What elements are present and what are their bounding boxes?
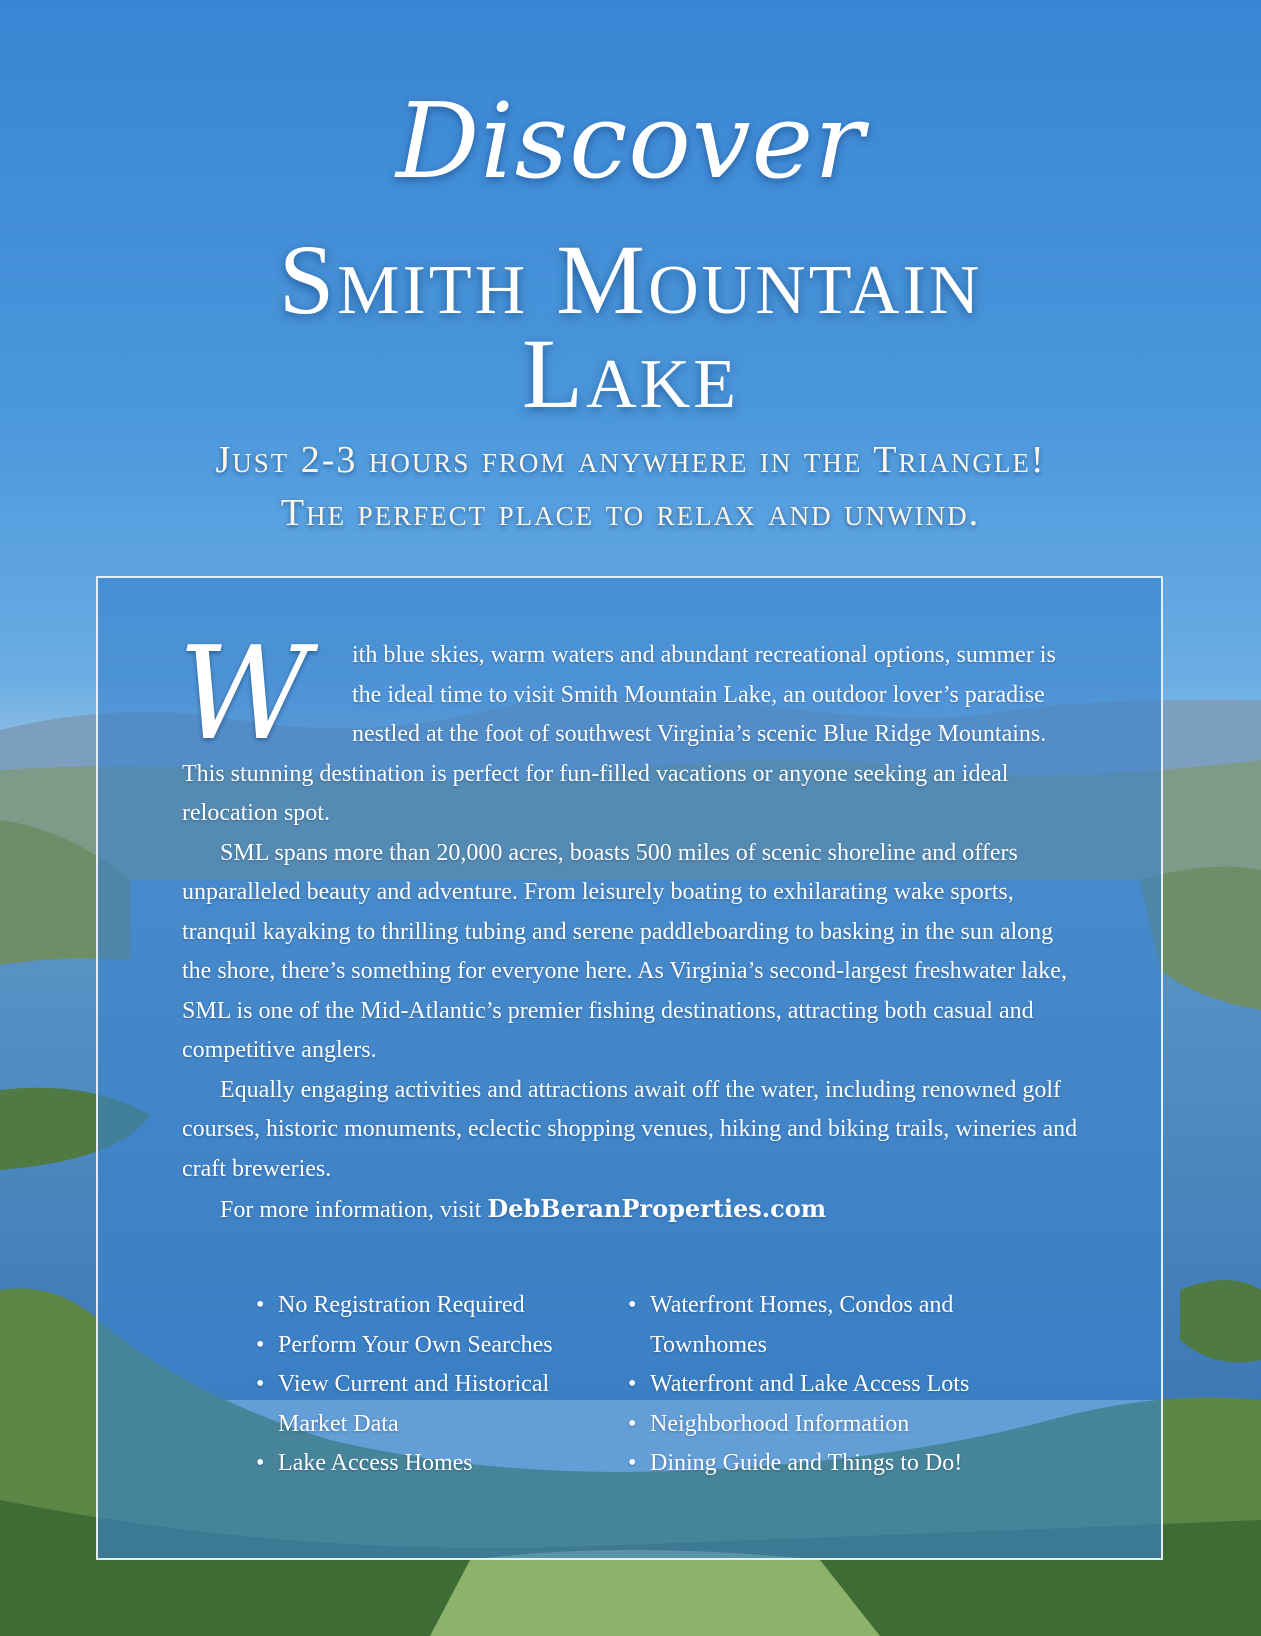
green-field	[430, 1550, 880, 1636]
list-item: • Lake Access Homes	[256, 1444, 616, 1484]
discover-script-heading: Discover	[396, 80, 865, 202]
list-item: • Dining Guide and Things to Do!	[628, 1444, 1058, 1484]
list-item: • Neighborhood Information	[628, 1405, 1058, 1445]
paragraph-intro	[178, 620, 1082, 834]
more-info-prefix: For more information, visit	[220, 1197, 488, 1223]
features-list-right	[628, 1286, 1058, 1484]
features-list-left	[256, 1286, 616, 1484]
paragraph-lake-activities: SML spans more than 20,000 acres, boasts 500 miles of scenic shoreline and offers unparalleled beauty and adventure. From leisurely boating to exhilarating wake sports, tranquil kayaking to thrilling tubing and serene paddleboarding to basking in the sun along the shore, there’s something for everyone here. As Virginia’s second-largest freshwater lake, SML is one of the Mid-Atlantic’s premier fishing destinations, attracting both casual and competitive anglers.	[182, 839, 1067, 1063]
title-smith-mountain: Smith Mountain	[278, 224, 983, 335]
paragraph-intro-text: ith blue skies, warm waters and abundant recreational options, summer is the ideal time to visit Smith Mountain Lake, an outdoor lover’s paradise nestled at the foot of southwest Virginia’s scenic Blue Ridge Mountains. This stunning destination is perfect for fun-filled vacations or anyone seeking an ideal relocation spot.	[182, 642, 1056, 826]
list-item: • No Registration Required	[256, 1286, 616, 1326]
more-info-line	[182, 1189, 1082, 1231]
paragraph-off-water: Equally engaging activities and attractions await off the water, including renowned golf courses, historic monuments, eclectic shopping venues, hiking and biking trails, wineries and craft breweries.	[182, 1076, 1078, 1182]
tagline-line-2: The perfect place to relax and unwind.	[280, 492, 981, 534]
tagline-line-1: Just 2-3 hours from anywhere in the Triangle!	[215, 439, 1046, 481]
article-body	[178, 620, 1082, 1231]
list-item: • Waterfront and Lake Access Lots	[628, 1365, 1058, 1405]
drop-cap: W	[178, 620, 310, 769]
info-panel	[96, 576, 1163, 1560]
title-lake: Lake	[522, 318, 739, 429]
list-item: • View Current and Historical Market Data	[256, 1365, 616, 1444]
list-item: • Perform Your Own Searches	[256, 1326, 616, 1366]
website-link[interactable]: DebBeranProperties.com	[487, 1194, 827, 1223]
list-item: • Waterfront Homes, Condos and Townhomes	[628, 1286, 1058, 1365]
